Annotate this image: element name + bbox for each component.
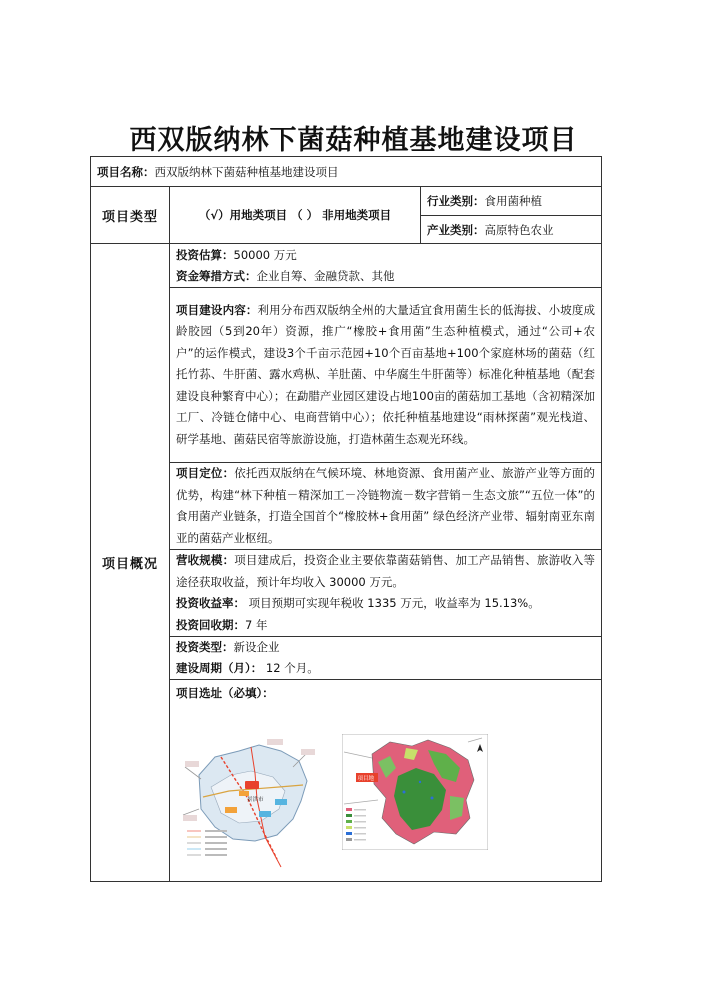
inv-type-value: 新设企业 — [233, 640, 280, 654]
industry-cell — [421, 187, 602, 216]
site-cell — [170, 680, 602, 882]
positioning-cell — [170, 463, 602, 550]
investment-label: 投资估算： — [176, 247, 234, 262]
regional-location-map — [181, 727, 324, 871]
inv-type-cell — [170, 637, 602, 680]
payback-label: 投资回收期： — [176, 617, 245, 632]
industry-label: 行业类别： — [427, 194, 485, 208]
sector-label: 产业类别： — [427, 222, 485, 237]
content-label: 项目建设内容： — [176, 302, 258, 317]
period-label: 建设周期（月）： — [176, 661, 263, 675]
revenue-label: 营收规模： — [176, 553, 235, 567]
project-form-table — [90, 156, 602, 882]
map-site-label: 项目地 — [357, 776, 375, 782]
positioning-label: 项目定位： — [176, 466, 235, 480]
site-label: 项目选址（必填）： — [176, 686, 274, 700]
project-type-label: 项目类型 — [91, 187, 170, 244]
row-project-name — [91, 157, 602, 187]
project-name-label: 项目名称： — [97, 164, 155, 179]
page-title: 西双版纳林下菌菇种植基地建设项目 — [129, 125, 578, 156]
positioning-value: 依托西双版纳在气候环境、林地资源、食用菌产业、旅游产业等方面的优势，构建“林下种植－精深加工－冷链物流－数字营销－生态文旅”“五位一体”的食用菌产业链条，打造全国首个“橡胶林+食用菌” 绿色经济产业带、辐射南亚东南亚的菌菇产业枢纽。 — [176, 466, 596, 545]
sector-value: 高原特色农业 — [484, 222, 554, 237]
overview-label: 项目概况 — [91, 244, 170, 882]
inv-type-label: 投资类型： — [176, 640, 234, 654]
site-maps — [176, 701, 595, 876]
return-value: 项目预期可实现年税收 1335 万元，收益率为 15.13%。 — [245, 596, 540, 610]
industry-value: 食用菌种植 — [484, 194, 542, 208]
funding-value: 企业自筹、金融贷款、其他 — [256, 268, 395, 283]
content-cell — [170, 288, 602, 463]
project-type-value: （√）用地类项目 （ ） 非用地类项目 — [170, 187, 421, 244]
period-value: 12 个月。 — [262, 661, 319, 675]
sector-cell — [421, 216, 602, 244]
investment-value: 50000 万元 — [233, 247, 297, 262]
payback-value: 7 年 — [245, 617, 268, 632]
row-project-type — [91, 187, 602, 216]
project-name-cell — [91, 157, 602, 187]
map-city-label: 景洪市 — [247, 797, 264, 803]
funding-label: 资金筹措方式： — [176, 268, 257, 283]
revenue-value: 项目建成后，投资企业主要依靠菌菇销售、加工产品销售、旅游收入等途径获取收益，预计年均收入 30000 万元。 — [176, 553, 596, 589]
return-label: 投资收益率： — [176, 596, 245, 610]
revenue-cell — [170, 550, 602, 637]
site-land-use-map — [342, 734, 488, 850]
project-name-value: 西双版纳林下菌菇种植基地建设项目 — [154, 164, 339, 179]
row-investment — [91, 244, 602, 288]
content-value: 利用分布西双版纳全州的大量适宜食用菌生长的低海拔、小坡度成龄胶园（5到20年）资源，推广“橡胶+食用菌”生态种植模式，通过“公司+农户”的运作模式，建设3个千亩示范园+10个百亩基地+100个家庭林场的菌菇（红托竹荪、牛肝菌、露水鸡枞、羊肚菌、中华腐生牛肝菌等）标准化种植基地（配套建设良种繁育中心）；在勐腊产业园区建设占地100亩的菌菇加工基地（含初精深加工厂、冷链仓储中心、电商营销中心）；依托种植基地建设“雨林探菌”观光栈道、研学基地、菌菇民宿等旅游设施，打造林菌生态观光环线。 — [176, 302, 596, 446]
investment-cell — [170, 244, 602, 288]
